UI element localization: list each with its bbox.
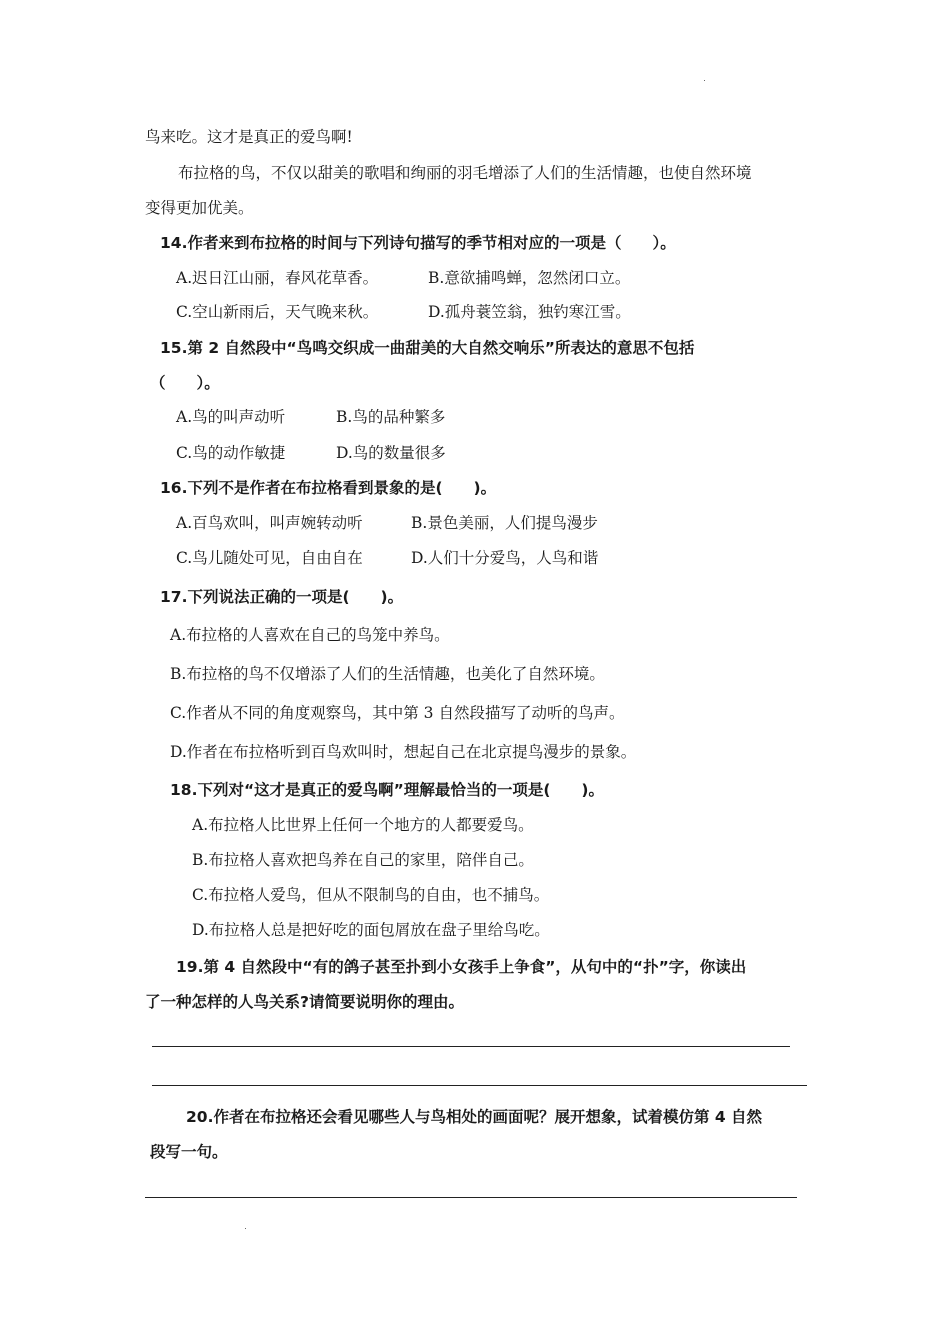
question-17-option-c: C.作者从不同的角度观察鸟，其中第 3 自然段描写了动听的鸟声。 <box>170 704 625 722</box>
question-17-stem: 17.下列说法正确的一项是( )。 <box>160 588 404 606</box>
passage-line-3: 变得更加优美。 <box>145 199 254 217</box>
question-17-option-b: B.布拉格的鸟不仅增添了人们的生活情趣，也美化了自然环境。 <box>170 665 605 683</box>
passage-line-1: 鸟来吃。这才是真正的爱鸟啊! <box>145 128 353 146</box>
question-15-option-b: B.鸟的品种繁多 <box>336 408 446 426</box>
passage-line-2: 布拉格的鸟，不仅以甜美的歌唱和绚丽的羽毛增添了人们的生活情趣，也使自然环境 <box>178 164 752 182</box>
question-16-option-b: B.景色美丽，人们提鸟漫步 <box>411 514 598 532</box>
question-14-stem: 14.作者来到布拉格的时间与下列诗句描写的季节相对应的一项是（ ）。 <box>160 234 676 252</box>
question-19-stem: 19.第 4 自然段中“有的鸽子甚至扑到小女孩手上争食”，从句中的“扑”字，你读出 <box>176 958 747 976</box>
question-16-stem: 16.下列不是作者在布拉格看到景象的是( )。 <box>160 479 497 497</box>
answer-line-20-1[interactable] <box>145 1197 797 1198</box>
question-15-stem-cont: （ ）。 <box>150 374 220 392</box>
question-20-stem-cont: 段写一句。 <box>150 1143 228 1161</box>
answer-line-19-2[interactable] <box>152 1085 807 1086</box>
question-18-option-b: B.布拉格人喜欢把鸟养在自己的家里，陪伴自己。 <box>192 851 534 869</box>
question-17-option-d: D.作者在布拉格听到百鸟欢叫时，想起自己在北京提鸟漫步的景象。 <box>170 743 637 761</box>
question-18-stem: 18.下列对“这才是真正的爱鸟啊”理解最恰当的一项是( )。 <box>170 781 605 799</box>
question-19-stem-cont: 了一种怎样的人鸟关系?请简要说明你的理由。 <box>145 993 464 1011</box>
question-15-option-a: A.鸟的叫声动听 <box>176 408 286 426</box>
question-16-option-a: A.百鸟欢叫，叫声婉转动听 <box>176 514 363 532</box>
question-18-option-a: A.布拉格人比世界上任何一个地方的人都要爱鸟。 <box>192 816 534 834</box>
question-18-option-c: C.布拉格人爱鸟，但从不限制鸟的自由，也不捕鸟。 <box>192 886 550 904</box>
question-15-option-c: C.鸟的动作敏捷 <box>176 444 286 462</box>
question-16-option-c: C.鸟儿随处可见，自由自在 <box>176 549 363 567</box>
question-20-stem: 20.作者在布拉格还会看见哪些人与鸟相处的画面呢？展开想象，试着模仿第 4 自然 <box>186 1108 763 1126</box>
question-14-option-d: D.孤舟蓑笠翁，独钓寒江雪。 <box>428 303 631 321</box>
question-15-stem: 15.第 2 自然段中“鸟鸣交织成一曲甜美的大自然交响乐”所表达的意思不包括 <box>160 339 695 357</box>
page-dot-bottom <box>245 1228 246 1229</box>
page-dot-top <box>704 80 705 81</box>
question-14-option-b: B.意欲捕鸣蝉，忽然闭口立。 <box>428 269 631 287</box>
question-17-option-a: A.布拉格的人喜欢在自己的鸟笼中养鸟。 <box>170 626 450 644</box>
question-14-option-a: A.迟日江山丽，春风花草香。 <box>176 269 379 287</box>
question-16-option-d: D.人们十分爱鸟，人鸟和谐 <box>411 549 599 567</box>
question-14-option-c: C.空山新雨后，天气晚来秋。 <box>176 303 379 321</box>
question-15-option-d: D.鸟的数量很多 <box>336 444 446 462</box>
question-18-option-d: D.布拉格人总是把好吃的面包屑放在盘子里给鸟吃。 <box>192 921 550 939</box>
answer-line-19-1[interactable] <box>152 1046 790 1047</box>
